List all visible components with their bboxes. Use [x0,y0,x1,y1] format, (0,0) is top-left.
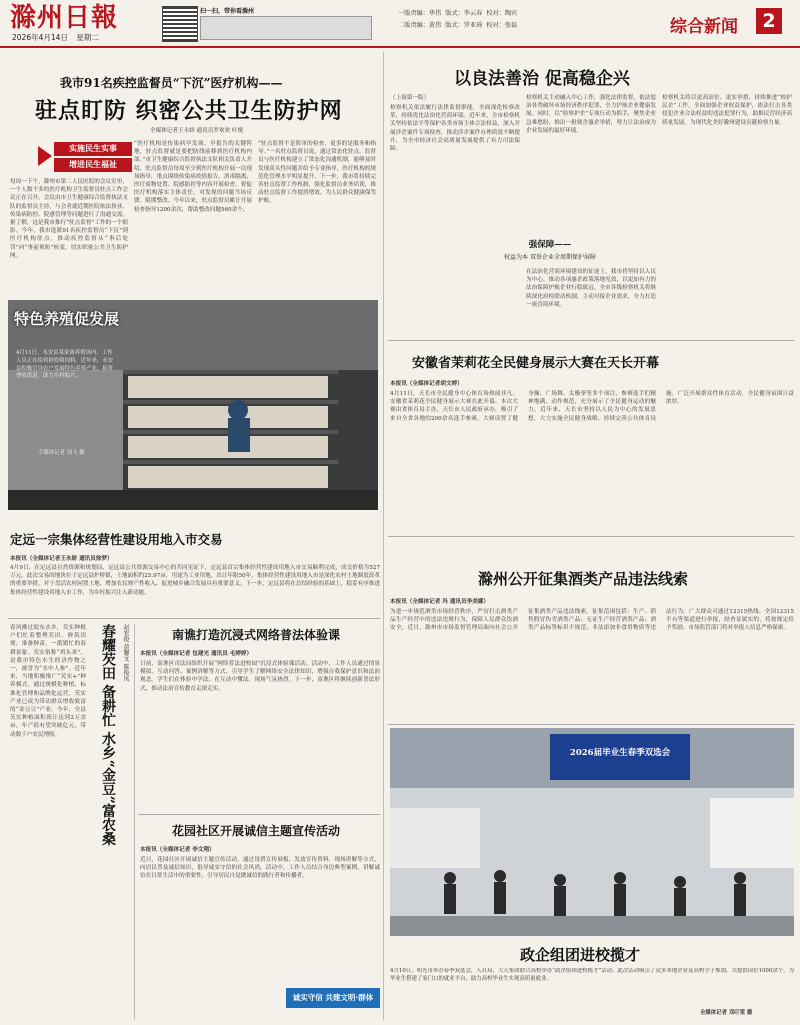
badge-line-2: 增进民生福祉 [54,158,132,172]
main-column-rule [383,52,384,1020]
masthead-rule [0,46,800,48]
nanqiao-byline: 本报讯（全媒体记者 包建光 通讯员 毛婷婷） [140,651,253,657]
badge-line-1: 实施民生实事 [54,142,132,156]
garden-headline: 花园社区开展诚信主题宣传活动 [172,824,341,838]
job-fair-photo [390,728,794,936]
editor-credits: 一版责编：华伟 版式：李云春 校对：陶宾 二版责编：黄伟 版式：罗亚琦 校对：张磊 [398,10,518,29]
mulberry-byline: 赵宏俊 黄馨文 陈俊凤 [122,624,129,682]
collective-byline: 本报讯（全媒体记者王永娇 通讯员徐梦） [10,556,113,562]
promo-strip [200,16,372,40]
rule-of-law-subhead: （上接第一版） [390,95,430,101]
garden-photo-banner: 诚实守信 共建文明·群体 [286,988,380,1008]
liquor-text: 为进一步规范酒类市场经营秩序，严厉打击酒类产品生产经营中的违法违规行为，保障人民群众饮酒安全，近日，滁州市市场监督管理局面向社会公开征集酒类产品违法线索。征集范围包括：生产、销售假冒伪劣酒类产品；无证生产经营酒类产品；酒类产品标签标识不规范；非法添加非食用物质等违法行为。广大群众可通过12315热线、全国12315平台等渠道进行举报，经查证属实的，将按规定给予奖励。市场监管部门将对举报人信息严格保密。 [390,609,794,632]
job-fair-headline: 政企组团进校揽才 [520,946,641,964]
masthead [0,0,800,46]
poultry-barn-image [8,300,378,510]
breeding-headline: 特色养殖促发展 [14,310,120,328]
supervision-col-2: “医疗机构是传染病早发现、早报告的关键阵地，驻点监督就是要把防线前移到医疗机构内部。”市卫生健康综合监督执法支队相关负责人介绍，驻点监督员每周至少到医疗机构开展一次现场指导，重点围绕传染病疫情报告、消毒隔离、医疗废物处置、院感防控等内容开展检查，督促医疗机构落实主体责任，对发现的问题当场反馈、限期整改。今年以来，驻点监督员累计开展检查指导1200余次，帮助整改问题560余个。 [134,141,252,213]
rule-mulberry [134,624,135,1020]
promo-title: 扫一扫，带你看滁州 [200,8,255,15]
liquor-byline: 本报讯（全媒体记者 冯 通讯员李美娜） [390,599,489,605]
rule-collective [8,618,380,619]
contest-text: 4月11日，天长市全民健身中心体育场热闹非凡，安徽省茉莉花全民健身展示大赛在此开幕。本次大赛由省体育局主办，天长市人民政府承办，吸引了来自全省各地的200余名选手参赛。大赛设置了健身操、广场舞、太极拳等多个项目，参赛选手们精神饱满、动作规范，充分展示了全民健身运动的魅力。近年来，天长市坚持以人民为中心的发展思想，大力实施全民健身战略，持续完善公共体育设施，广泛开展群众性体育活动，全民健身氛围日益浓厚。 [390,391,794,422]
supervision-kicker: 我市91名疾控监督员“下沉”医疗机构—— [60,76,283,90]
qr-code [162,6,198,42]
quote-name: 强保障—— [528,240,572,250]
rule-contest [388,536,794,537]
garden-byline: 本报讯（全媒体记者 李文翔） [140,847,215,853]
supervision-badge [38,140,134,174]
nanqiao-headline: 南谯打造沉浸式网络普法体验课 [172,628,341,642]
contest-byline: 本报讯（全媒体记者胡文婷） [390,381,463,387]
collective-headline: 定远一宗集体经营性建设用地入市交易 [10,532,223,547]
rule-nanqiao [138,814,380,815]
job-fair-banner: 2026届毕业生春季双选会 [569,748,671,758]
job-fair-image [390,728,794,936]
breeding-caption: 4月11日，永安县某家禽养殖场内，工作人员正在给鸡群投喂饲料。近年来，永安县积极引导农户发展特色养殖产业，拓宽增收渠道，助力乡村振兴。 [16,350,114,380]
rule-of-law-col-3: 在法治化营商环境建设的征途上，我市将坚持以人民为中心，推动各项惠企政策落地见效，以更加有力的法治保障护航企业行稳致远。全市各级检察机关将继续深化府检联动机制，主动对接企业需求，全力打造一流营商环境。 [526,269,656,308]
badge-flag-icon [38,146,52,166]
supervision-col-1: 每周一下午，滁州市第二人民医院的会议室里，一个人数不多的医疗机构卫生监督员驻点工作会议正在召开。会议由市卫生健康综合监督执法支队的监督员主持，与会者就近期医院依法执业、传染病防控、院感管理等问题进行了沟通交流。据了解，这是我市推行“驻点监督”工作的一个缩影。今年，我市选派91名疾控监督员“下沉”到医疗机构驻点，推动疾控监督从“事后处罚”向“事前预防”转变，切实织密公共卫生防护网。 [10,179,128,259]
mulberry-text-left: 春风拂过皖东水乡，芡实种植户们忙着整理芡田、修筑田埂、准备种苗，一派繁忙的春耕景象。芡实俗称“鸡头米”，是我市特色水生经济作物之一，被誉为“水中人参”。近年来，当地积极推广“芡实+”种养模式，通过规模化种植、标准化管理和品牌化运营，芡实产业已成为带动群众增收致富的“金豆豆”产业。今年，全县芡实种植面积预计达到2万余亩，年产值有望突破亿元，带动数千户农民增收。 [10,625,86,738]
job-fair-credit: 全媒体记者 邓叮雯 摄 [700,1010,753,1016]
rule-of-law-headline: 以良法善治 促高稳企兴 [454,69,630,89]
masthead-date: 2026年4月14日 星期二 [12,33,99,42]
rule-of-law-quote [470,238,630,261]
breeding-photo [8,300,378,510]
mulberry-headline: 春耀芡田 备耕忙 水乡“金豆”富农桑 [100,624,116,846]
nanqiao-text: 日前，南谯区司法局组织开展“网络普法进校园”沉浸式体验课活动。活动中，工作人员通过情景模拟、互动问答、案例讲解等方式，引导学生了解网络安全法律知识，增强自我保护意识和法治观念。学生们在体验中学法、在互动中懂法，现场气氛热烈。下一步，南谯区将继续创新普法形式，推动法治宣传教育走深走实。 [140,661,380,692]
quote-text: 权益为本 双举企业全周期保护屏障 [504,254,596,261]
supervision-headline: 驻点盯防 织密公共卫生防护网 [35,98,343,124]
breeding-credit: 全媒体记者 刘飞 摄 [38,450,85,456]
rule-of-law-bottom [388,340,794,341]
rule-of-law-col-2: 检察机关主动融入中心工作，强化法律监督，依法惩治各类破坏市场经济秩序犯罪，全力护航企业健康发展。同时，以“检察护企”专项行动为抓手，聚焦企业急难愁盼，推出一批便企惠企举措，努力让法治成为企业发展的最好环境。 [526,95,656,134]
garden-text: 近日，花园社区开展诚信主题宣传活动，通过设置宣传展板、发放宣传资料、现场讲解等方式，向居民普及诚信知识，倡导诚实守信的社会风尚。活动中，工作人员结合身边典型案例，讲解诚信在日常生活中的重要性，引导居民自觉做诚信的践行者和传播者。 [140,857,380,880]
supervision-col-3: “驻点监督不是简单的检查，更多的是服务和指导。”一名驻点监督员说，通过常态化驻点，监督员与医疗机构建立了常态化沟通机制，能够及时发现苗头性问题并给予专业指导，医疗机构的规范化管理水平明显提升。下一步，我市将持续完善驻点监督工作机制，强化监督员业务培训，推动驻点监督工作提质增效，为人民群众健康保驾护航。 [258,141,376,205]
job-fair-caption: 4月10日，明光市举办春季双选会，人社局、大天集团联合高校举办“政企组团进校揽才”活动。此次活动吸引了众多本地企业及高校学子参加，共提供岗位1000余个，为毕业生搭建了家门口的就业平台，助力高校毕业生实现高质量就业。 [390,968,794,982]
collective-text: 4月9日，在定远县自然资源和规划局、定远县公共资源交易中心的共同见证下，定远县首宗集体经营性建设用地入市交易顺利完成，成交价格为527万元。此次交易的地块位于定远县炉桥镇，土地面积约25.97亩，用途为工业用地，出让年限50年。集体经营性建设用地入市是深化农村土地制度改革的重要举措，对于盘活农村闲置土地、增加农民财产性收入、促进城乡融合发展具有重要意义。下一步，定远县将在总结经验的基础上，稳妥有序推进集体经营性建设用地入市工作，为乡村振兴注入新动能。 [10,565,380,596]
supervision-byline: 全媒体记者王永娇 通讯员罗欢欢 叶俊 [150,128,244,134]
liquor-headline: 滁州公开征集酒类产品违法线索 [478,570,689,588]
page-number: 2 [756,8,782,34]
rule-of-law-col-1: 检察机关依法履行法律监督职能，全面深化检察改革，持续优化法治化营商环境。近年来，全市检察机关坚持依法平等保护各类市场主体合法权益，深入开展涉企案件专项检查，推动涉企案件办理质效不断提升，为全市经济社会高质量发展提供了有力司法保障。 [390,105,520,153]
section-title: 综合新闻 [670,17,738,37]
rule-of-law-col-4: 检察机关将以更高站位、更实举措，持续推进“检护民企”工作，全面加强企业权益保护，依法打击各类侵犯企业合法权益的违法犯罪行为，助推民营经济高质量发展，为现代化美好滁州建设贡献检察力量。 [662,95,792,126]
contest-headline: 安徽省茉莉花全民健身展示大赛在天长开幕 [412,356,660,371]
rule-liquor [388,724,794,725]
masthead-logo: 滁州日報 [10,3,119,33]
